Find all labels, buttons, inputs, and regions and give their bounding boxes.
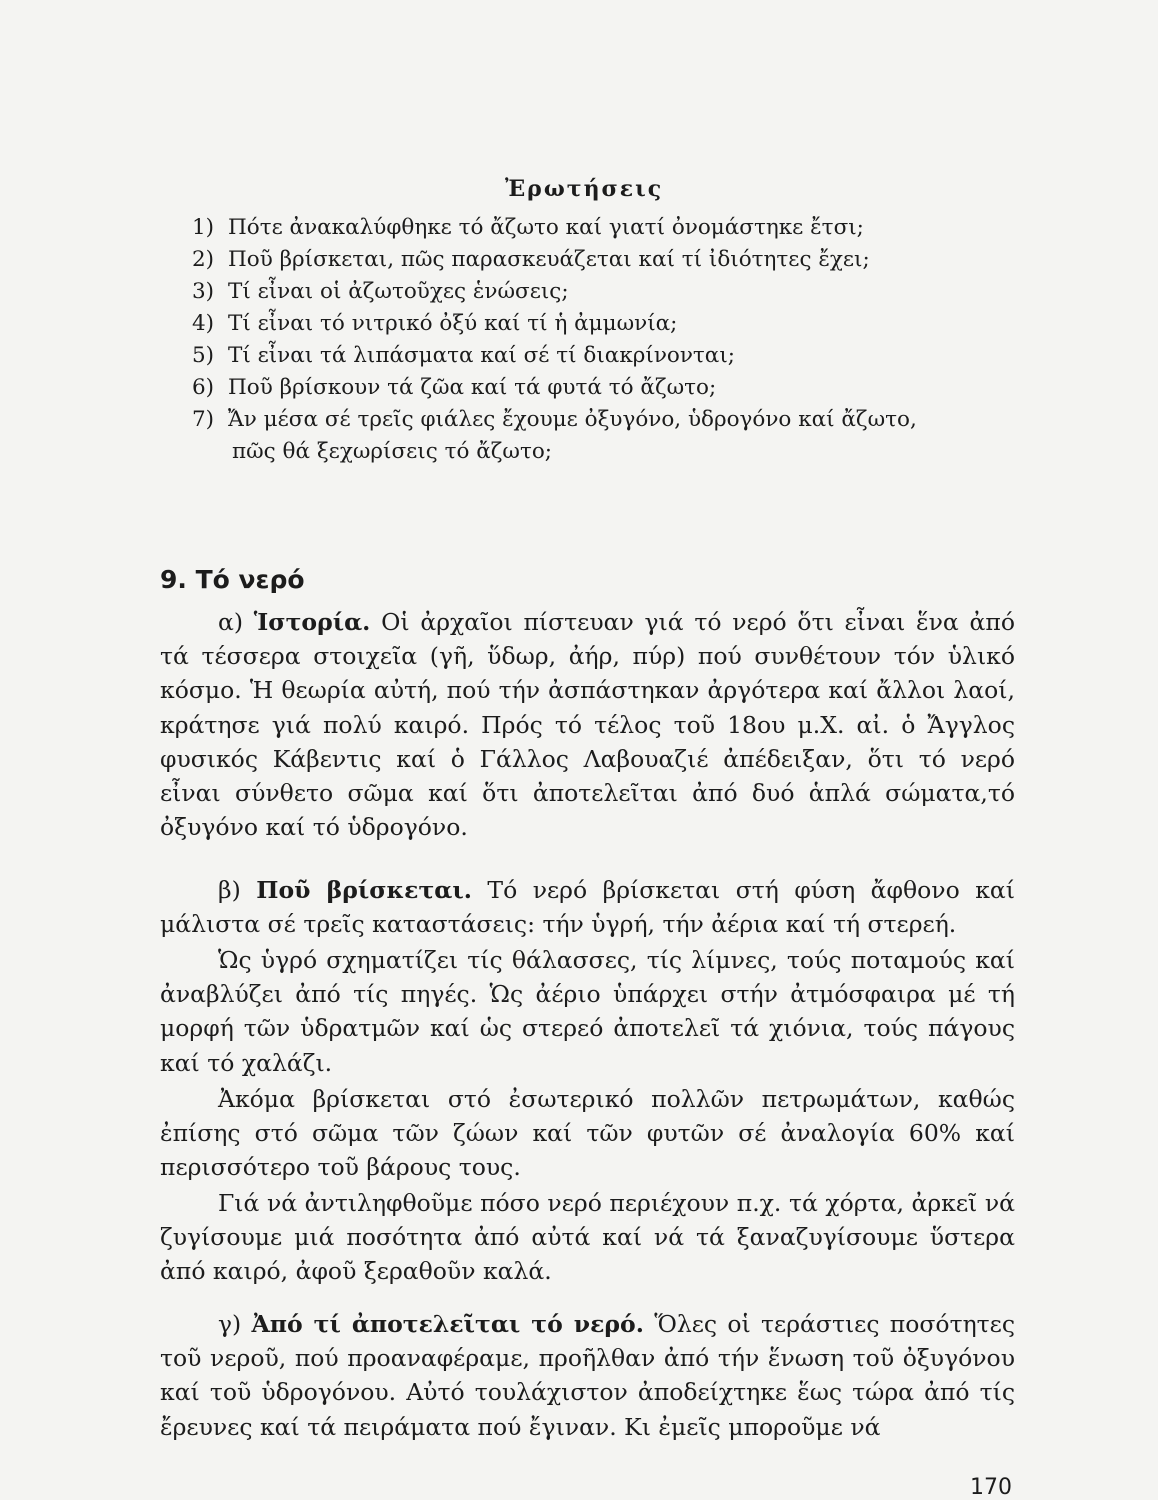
question-item bbox=[192, 404, 1012, 436]
paragraph-states bbox=[160, 943, 1015, 1080]
question-number: 4) bbox=[192, 311, 215, 336]
question-text: Πότε ἀνακαλύφθηκε τό ἄζωτο καί γιατί ὀνομάστηκε ἔτσι; bbox=[228, 215, 864, 240]
section-title: 9. Τό νερό bbox=[160, 565, 305, 594]
question-number: 5) bbox=[192, 343, 215, 368]
paragraph-heading: Ἀπό τί ἀποτελεῖται τό νερό. bbox=[251, 1310, 644, 1338]
question-item bbox=[192, 276, 1012, 308]
question-text: Ποῦ βρίσκεται, πῶς παρασκευάζεται καί τί ἰδιότητες ἔχει; bbox=[228, 247, 870, 272]
paragraph-text: Οἱ ἀρχαῖοι πίστευαν γιά τό νερό ὅτι εἶναι ἕνα ἀπό τά τέσσερα στοιχεῖα (γῆ, ὕδωρ, ἀήρ, πύρ) πού συνθέτουν τόν ὑλικό κόσμο. Ἡ θεωρία αὐτή, πού τήν ἀσπάστηκαν ἀργότερα καί ἄλλοι λαοί, κράτησε γιά πολύ καιρό. Πρός τό τέλος τοῦ 18ου μ.Χ. αἰ. ὁ Ἄγγλος φυσικός Κάβεντις καί ὁ Γάλλος Λαβουαζιέ ἀπέδειξαν, ὅτι τό νερό εἶναι σύνθετο σῶμα καί ὅτι ἀποτελεῖται ἀπό δυό ἁπλά σώματα,τό ὀξυγόνο καί τό ὑδρογόνο. bbox=[160, 608, 1015, 842]
question-number: 1) bbox=[192, 215, 215, 240]
question-text: Τί εἶναι τά λιπάσματα καί σέ τί διακρίνονται; bbox=[228, 343, 735, 368]
question-item bbox=[192, 308, 1012, 340]
questions-heading: Ἐρωτήσεις bbox=[505, 176, 664, 202]
paragraph-text: Γιά νά ἀντιληφθοῦμε πόσο νερό περιέχουν π.χ. τά χόρτα, ἀρκεῖ νά ζυγίσουμε μιά ποσότητα ἀπό αὐτά καί νά τά ξαναζυγίσουμε ὕστερα ἀπό καιρό, ἀφοῦ ξεραθοῦν καλά. bbox=[160, 1189, 1015, 1286]
paragraph-heading: Ἱστορία. bbox=[253, 608, 371, 636]
paragraph-weighing bbox=[160, 1186, 1015, 1289]
paragraph-label: α) bbox=[218, 608, 254, 636]
question-item bbox=[192, 340, 1012, 372]
question-item bbox=[192, 244, 1012, 276]
paragraph-text: Ὅλες οἱ τεράστιες ποσότητες τοῦ νεροῦ, πού προαναφέραμε, προῆλθαν ἀπό τήν ἕνωση τοῦ ὀξυγόνου καί τοῦ ὑδρογόνου. Αὐτό τουλάχιστον ἀποδείχτηκε ἕως τώρα ἀπό τίς ἔρευνες καί τά πειράματα πού ἔγιναν. Κι ἐμεῖς μποροῦμε νά bbox=[160, 1310, 1015, 1441]
question-text: Τί εἶναι τό νιτρικό ὀξύ καί τί ἡ ἀμμωνία; bbox=[228, 311, 678, 336]
question-text: Ποῦ βρίσκουν τά ζῶα καί τά φυτά τό ἄζωτο; bbox=[228, 375, 717, 400]
paragraph-text: Ὡς ὑγρό σχηματίζει τίς θάλασσες, τίς λίμνες, τούς ποταμούς καί ἀναβλύζει ἀπό τίς πηγές. Ὡς ἀέριο ὑπάρχει στήν ἀτμόσφαιρα μέ τή μορφή τῶν ὑδρατμῶν καί ὡς στερεό ἀποτελεῖ τά χιόνια, τούς πάγους καί τό χαλάζι. bbox=[160, 946, 1015, 1077]
paragraph-history bbox=[160, 605, 1015, 844]
question-number: 3) bbox=[192, 279, 215, 304]
question-text: Τί εἶναι οἱ ἀζωτοῦχες ἑνώσεις; bbox=[228, 279, 569, 304]
question-item bbox=[192, 212, 1012, 244]
paragraph-where-found bbox=[160, 873, 1015, 941]
question-continuation: πῶς θά ξεχωρίσεις τό ἄζωτο; bbox=[232, 439, 553, 464]
question-item bbox=[192, 372, 1012, 404]
question-number: 6) bbox=[192, 375, 215, 400]
paragraph-label: β) bbox=[218, 876, 257, 904]
paragraph-heading: Ποῦ βρίσκεται. bbox=[256, 876, 472, 904]
paragraph-rocks bbox=[160, 1082, 1015, 1185]
questions-list bbox=[192, 212, 1012, 468]
question-text: Ἄν μέσα σέ τρεῖς φιάλες ἔχουμε ὀξυγόνο, ὑδρογόνο καί ἄζωτο, bbox=[228, 407, 917, 432]
paragraph-text: Ἀκόμα βρίσκεται στό ἐσωτερικό πολλῶν πετρωμάτων, καθώς ἐπίσης στό σῶμα τῶν ζώων καί τῶν φυτῶν σέ ἀναλογία 60% καί περισσότερο τοῦ βάρους τους. bbox=[160, 1085, 1015, 1182]
question-number: 2) bbox=[192, 247, 215, 272]
paragraph-text: Τό νερό βρίσκεται στή φύση ἄφθονο καί μάλιστα σέ τρεῖς καταστάσεις: τήν ὑγρή, τήν ἀέρια καί τή στερεή. bbox=[160, 876, 1015, 939]
question-number: 7) bbox=[192, 407, 215, 432]
page-number: 170 bbox=[970, 1475, 1012, 1500]
paragraph-composition bbox=[160, 1307, 1015, 1444]
paragraph-label: γ) bbox=[218, 1310, 252, 1338]
